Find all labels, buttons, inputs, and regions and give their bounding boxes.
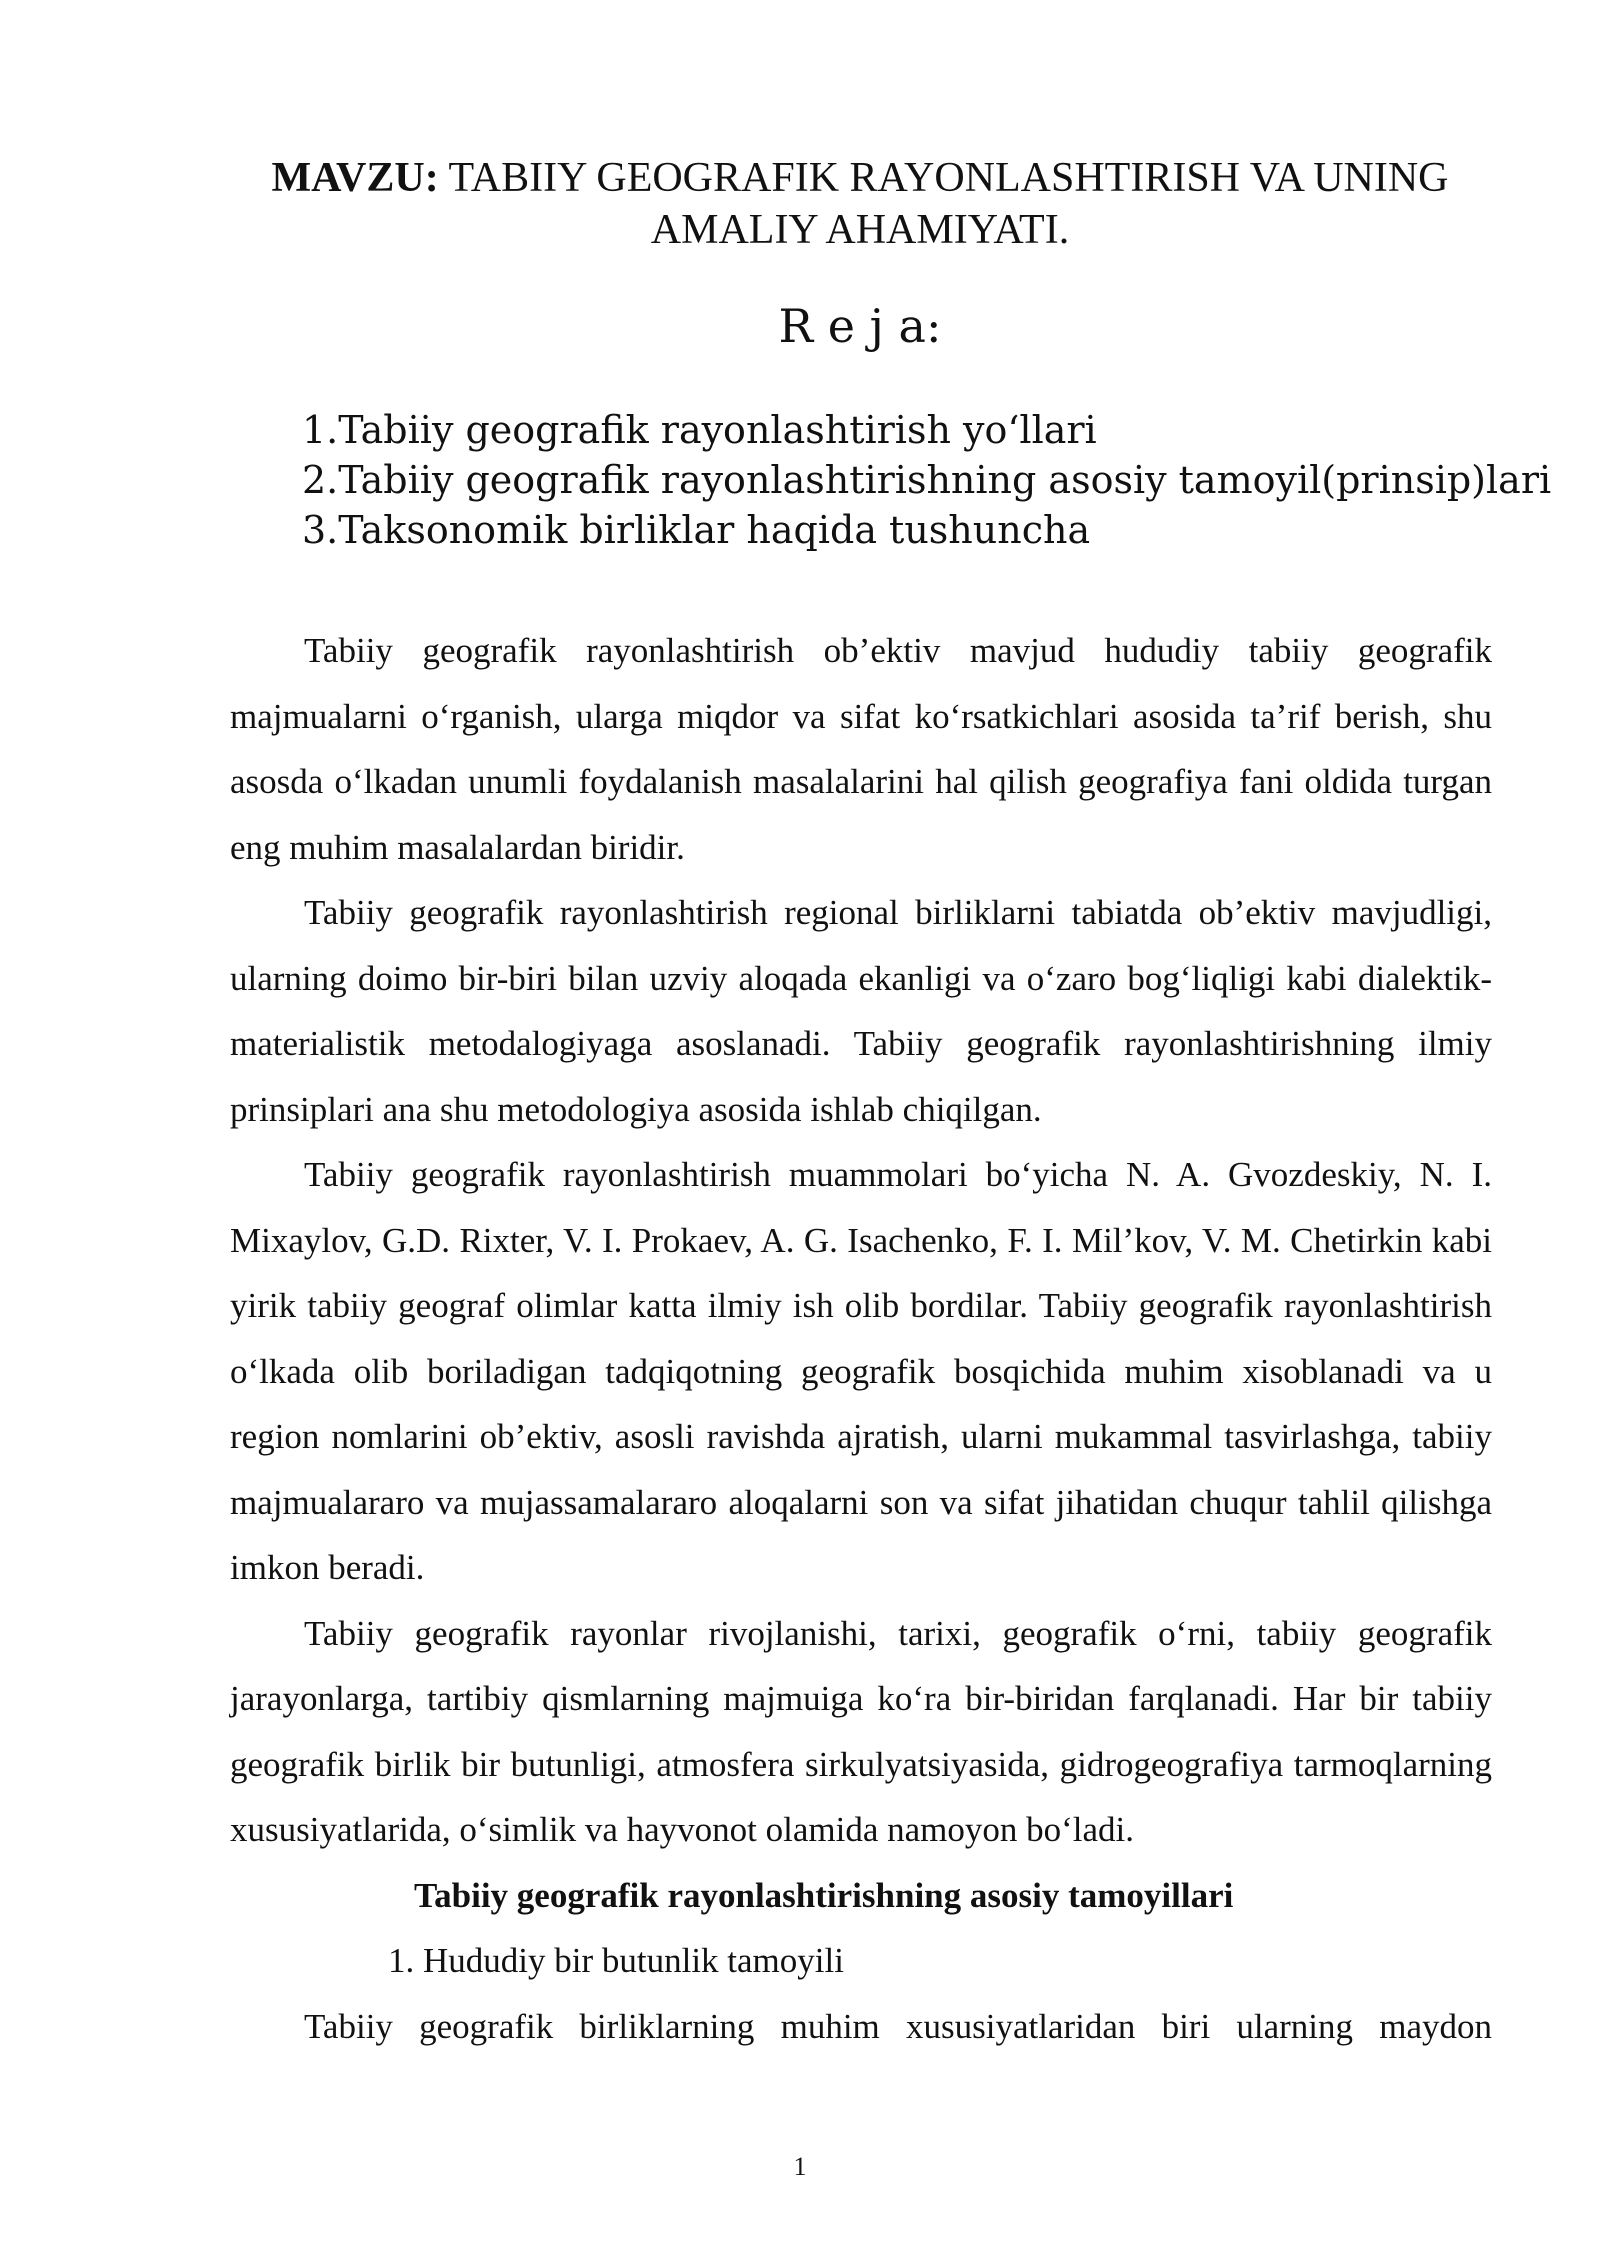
body-text <box>230 618 1492 2059</box>
paragraph: Tabiiy geografik rayonlashtirish muammolari bo‘yicha N. A. Gvozdeskiy, N. I. Mixaylov, G.D. Rixter, V. I. Prokaev, A. G. Isachenko, F. I. Mil’kov, V. M. Chetirkin kabi yirik tabiiy geograf olimlar katta ilmiy ish olib bordilar. Tabiiy geografik rayonlashtirish o‘lkada olib boriladigan tadqiqotning geografik bosqichida muhim xisoblanadi va u region nomlarini ob’ektiv, asosli ravishda ajratish, ularni mukammal tasvirlashga, tabiiy majmualararo va mujassamalararo aloqalarni son va sifat jihatidan chuqur tahlil qilishga imkon beradi. <box>230 1155 1492 1587</box>
plan-heading: R e j a: <box>778 299 942 353</box>
paragraph-continuation: Tabiiy geografik birliklarning muhim xususiyatlaridan biri ularning maydon <box>304 2006 1492 2046</box>
document-title <box>230 152 1490 256</box>
plan-item: 2.Tabiiy geografik rayonlashtirishning asosiy tamoyil(prinsip)lari <box>302 458 1552 502</box>
paragraph: Tabiiy geografik rayonlar rivojlanishi, tarixi, geografik o‘rni, tabiiy geografik jarayonlarga, tartibiy qismlarning majmuiga ko‘ra bir-biridan farqlanadi. Har bir tabiiy geografik birlik bir butunligi, atmosfera sirkulyatsiyasida, gidrogeografiya tarmoqlarning xususiyatlarida, o‘simlik va hayvonot olamida namoyon bo‘ladi. <box>230 1613 1492 1849</box>
title-lead: MAVZU: <box>271 155 439 201</box>
plan-item: 3.Taksonomik birliklar haqida tushuncha <box>302 508 1091 552</box>
paragraph: Tabiiy geografik rayonlashtirish regional birliklarni tabiatda ob’ektiv mavjudligi, ularning doimo bir-biri bilan uzviy aloqada ekanligi va o‘zaro bog‘liqligi kabi dialektik-materialistik metodalogiyaga asoslanadi. Tabiiy geografik rayonlashtirishning ilmiy prinsiplari ana shu metodologiya asosida ishlab chiqilgan. <box>230 893 1492 1129</box>
page-number: 1 <box>793 2152 807 2181</box>
title-text: TABIIY GEOGRAFIK RAYONLASHTIRISH VA UNING AMALIY AHAMIYATI. <box>438 155 1449 253</box>
plan-item: 1.Tabiiy geografik rayonlashtirish yo‘llari <box>302 408 1097 452</box>
section-heading: Tabiiy geografik rayonlashtirishning asosiy tamoyillari <box>414 1875 1234 1915</box>
paragraph: Tabiiy geografik rayonlashtirish ob’ektiv mavjud hududiy tabiiy geografik majmualarni o‘rganish, ularga miqdor va sifat ko‘rsatkichlari asosida ta’rif berish, shu asosda o‘lkadan unumli foydalanish masalalarini hal qilish geografiya fani oldida turgan eng muhim masalalardan biridir. <box>230 631 1492 867</box>
plan-list <box>302 405 1551 555</box>
principle-item: 1. Hududiy bir butunlik tamoyili <box>388 1941 844 1980</box>
